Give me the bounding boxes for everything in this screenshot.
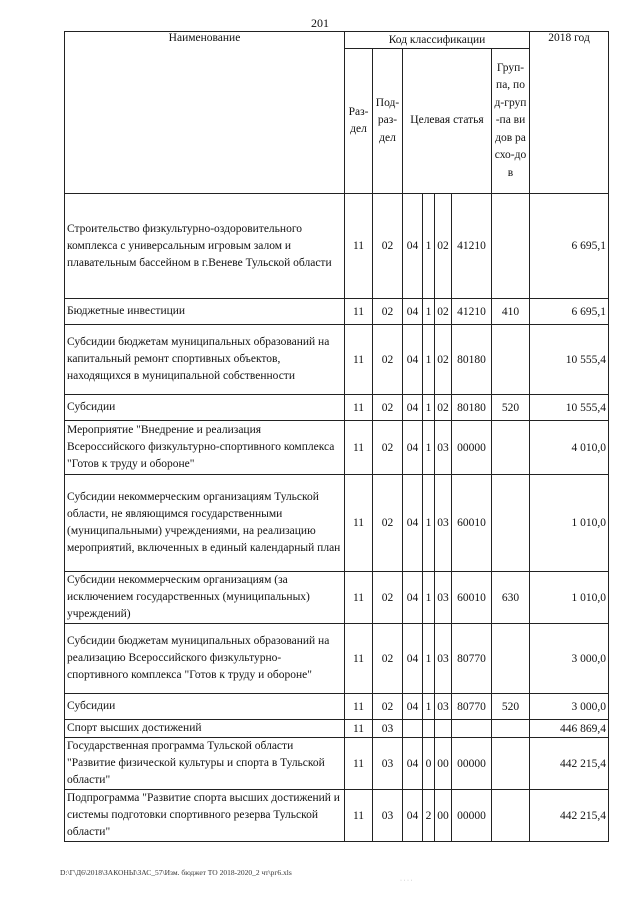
row-section: 11 [345, 720, 373, 738]
row-target-direction: 60010 [452, 475, 492, 572]
table-row [65, 194, 609, 299]
table-row [65, 624, 609, 694]
row-amount: 1 010,0 [530, 475, 609, 572]
row-subsection: 03 [373, 738, 403, 790]
row-section: 11 [345, 421, 373, 475]
row-target-direction: 41210 [452, 194, 492, 299]
row-target-direction: 00000 [452, 738, 492, 790]
row-target-direction [452, 720, 492, 738]
row-section: 11 [345, 624, 373, 694]
table-row [65, 395, 609, 421]
row-amount: 6 695,1 [530, 194, 609, 299]
row-amount: 442 215,4 [530, 738, 609, 790]
row-expense-group [492, 624, 530, 694]
row-amount: 10 555,4 [530, 325, 609, 395]
row-target-direction: 00000 [452, 790, 492, 842]
row-subsection: 02 [373, 395, 403, 421]
row-name: Мероприятие "Внедрение и реализация Всероссийского физкультурно-спортивного комплекса "Готов к труду и обороне" [65, 421, 345, 475]
row-target-program: 04 [403, 694, 423, 720]
row-expense-group [492, 421, 530, 475]
row-amount: 3 000,0 [530, 624, 609, 694]
row-subsection: 02 [373, 475, 403, 572]
row-target-subprogram: 0 [423, 738, 435, 790]
row-target-program: 04 [403, 475, 423, 572]
row-amount: 4 010,0 [530, 421, 609, 475]
table-row [65, 720, 609, 738]
row-name: Субсидии [65, 395, 345, 421]
row-amount: 3 000,0 [530, 694, 609, 720]
row-target-subprogram: 1 [423, 624, 435, 694]
row-name: Субсидии бюджетам муниципальных образований на капитальный ремонт спортивных объектов, находящихся в муниципальной собственности [65, 325, 345, 395]
row-target-subprogram [423, 720, 435, 738]
row-target-direction: 80770 [452, 694, 492, 720]
row-target-program: 04 [403, 624, 423, 694]
row-target-direction: 80180 [452, 325, 492, 395]
row-target-program: 04 [403, 790, 423, 842]
row-subsection: 02 [373, 624, 403, 694]
row-subsection: 02 [373, 299, 403, 325]
footer-file-path: D:\Г\Д6\2018\ЗАКОНЫ\ЗАС_57\Изм. бюджет ТО 2018-2020_2 чт\рг6.xls [60, 868, 292, 877]
row-expense-group [492, 720, 530, 738]
row-amount: 446 869,4 [530, 720, 609, 738]
row-name: Бюджетные инвестиции [65, 299, 345, 325]
table-row [65, 738, 609, 790]
row-name: Государственная программа Тульской области "Развитие физической культуры и спорта в Тульской области" [65, 738, 345, 790]
row-expense-group [492, 738, 530, 790]
row-target-program: 04 [403, 395, 423, 421]
budget-rows [65, 194, 609, 842]
row-expense-group [492, 790, 530, 842]
row-subsection: 02 [373, 694, 403, 720]
row-target-subprogram: 1 [423, 694, 435, 720]
row-target-subprogram: 1 [423, 572, 435, 624]
row-amount: 442 215,4 [530, 790, 609, 842]
row-target-subprogram: 1 [423, 194, 435, 299]
row-section: 11 [345, 572, 373, 624]
row-subsection: 02 [373, 194, 403, 299]
row-section: 11 [345, 325, 373, 395]
row-expense-group: 520 [492, 694, 530, 720]
row-expense-group: 520 [492, 395, 530, 421]
row-amount: 1 010,0 [530, 572, 609, 624]
header-year: 2018 год [530, 32, 609, 194]
row-name: Субсидии бюджетам муниципальных образований на реализацию Всероссийского физкультурно-спортивного комплекса "Готов к труду и обороне" [65, 624, 345, 694]
row-target-subprogram: 2 [423, 790, 435, 842]
scan-mark: · · · · [400, 878, 413, 884]
row-expense-group [492, 194, 530, 299]
row-name: Субсидии некоммерческим организациям (за исключением государственных (муниципальных) учреждений) [65, 572, 345, 624]
row-target-subprogram: 1 [423, 475, 435, 572]
row-name: Субсидии [65, 694, 345, 720]
row-section: 11 [345, 790, 373, 842]
row-subsection: 02 [373, 572, 403, 624]
row-target-direction: 60010 [452, 572, 492, 624]
row-target-program: 04 [403, 299, 423, 325]
row-target-event: 03 [435, 624, 452, 694]
row-subsection: 02 [373, 325, 403, 395]
row-target-event: 02 [435, 395, 452, 421]
table-row [65, 325, 609, 395]
row-target-event: 03 [435, 475, 452, 572]
row-expense-group: 630 [492, 572, 530, 624]
row-target-event: 00 [435, 738, 452, 790]
header-name: Наименование [65, 32, 345, 194]
row-target-direction: 00000 [452, 421, 492, 475]
row-target-event: 02 [435, 325, 452, 395]
row-target-event: 03 [435, 694, 452, 720]
row-section: 11 [345, 395, 373, 421]
row-target-event [435, 720, 452, 738]
row-name: Подпрограмма "Развитие спорта высших достижений и системы подготовки спортивного резерва Тульской области" [65, 790, 345, 842]
row-section: 11 [345, 475, 373, 572]
row-target-program: 04 [403, 572, 423, 624]
row-target-event: 02 [435, 299, 452, 325]
row-target-event: 03 [435, 421, 452, 475]
page-number: 201 [311, 16, 329, 30]
row-target-program: 04 [403, 325, 423, 395]
table-row [65, 694, 609, 720]
row-target-program: 04 [403, 194, 423, 299]
row-target-event: 03 [435, 572, 452, 624]
header-expense-group: Груп-па, под-груп-па видов расхо-дов [492, 49, 530, 194]
row-target-subprogram: 1 [423, 421, 435, 475]
header-target-item: Целевая статья [403, 49, 492, 194]
header-subsection: Под-раз-дел [373, 49, 403, 194]
row-section: 11 [345, 738, 373, 790]
row-name: Спорт высших достижений [65, 720, 345, 738]
header-classification: Код классификации [345, 32, 530, 49]
table-row [65, 475, 609, 572]
row-target-program [403, 720, 423, 738]
row-target-direction: 41210 [452, 299, 492, 325]
row-expense-group [492, 325, 530, 395]
table-row [65, 572, 609, 624]
row-name: Субсидии некоммерческим организациям Тульской области, не являющимся государственными (муниципальными) учреждениями, на реализацию мероприятий, включенных в единый календарный план [65, 475, 345, 572]
header-section: Раз-дел [345, 49, 373, 194]
budget-table [64, 31, 609, 842]
row-target-program: 04 [403, 738, 423, 790]
row-target-subprogram: 1 [423, 325, 435, 395]
row-name: Строительство физкультурно-оздоровительного комплекса с универсальным игровым залом и плавательным бассейном в г.Веневе Тульской области [65, 194, 345, 299]
row-subsection: 03 [373, 790, 403, 842]
row-section: 11 [345, 299, 373, 325]
row-target-program: 04 [403, 421, 423, 475]
row-expense-group [492, 475, 530, 572]
row-target-event: 00 [435, 790, 452, 842]
row-target-event: 02 [435, 194, 452, 299]
table-row [65, 421, 609, 475]
row-target-subprogram: 1 [423, 299, 435, 325]
row-amount: 6 695,1 [530, 299, 609, 325]
row-section: 11 [345, 194, 373, 299]
table-row [65, 790, 609, 842]
row-target-direction: 80180 [452, 395, 492, 421]
row-section: 11 [345, 694, 373, 720]
row-amount: 10 555,4 [530, 395, 609, 421]
row-subsection: 02 [373, 421, 403, 475]
row-target-direction: 80770 [452, 624, 492, 694]
row-subsection: 03 [373, 720, 403, 738]
table-row [65, 299, 609, 325]
row-target-subprogram: 1 [423, 395, 435, 421]
row-expense-group: 410 [492, 299, 530, 325]
